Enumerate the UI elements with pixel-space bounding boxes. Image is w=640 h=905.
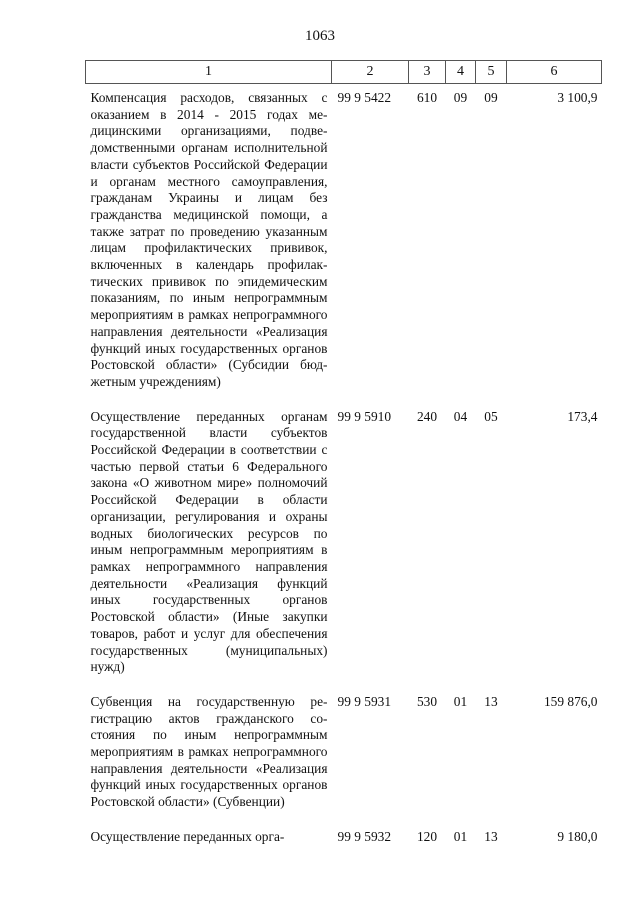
- header-col-1: 1: [86, 61, 332, 84]
- table-row: [86, 84, 602, 403]
- table-row: [86, 823, 602, 858]
- row-amount: 173,4: [567, 408, 598, 424]
- header-col-6: 6: [507, 61, 602, 84]
- row-expense-type: 610: [416, 90, 438, 105]
- row-target-code: 99 9 5422: [337, 90, 392, 105]
- row-description: Осуществление переданных орга-: [90, 828, 285, 844]
- row-section: 09: [453, 90, 468, 105]
- table-row: [86, 403, 602, 688]
- header-col-5: 5: [476, 61, 507, 84]
- row-subsection: 13: [484, 693, 498, 709]
- row-description: Субвенция на государственную регистрацию актов гражданского состояния по иным непрограммным мероприятиям в рамках непрограммного направления деятельности «Реализация функций иных государственных органов Ростовской области» (Субвенции): [90, 693, 328, 810]
- row-target-code: 99 9 5932: [337, 828, 392, 844]
- header-col-3: 3: [409, 61, 446, 84]
- row-amount: 9 180,0: [557, 828, 598, 844]
- row-description: Компенсация расходов, связанных с оказанием в 2014 - 2015 годах медицинскими организациями, подведомственными органам исполнительной власти субъектов Российской Федерации и органам местного самоуправления, гражданам Украины и лицам без гражданства медицинской помощи, а также затрат по проведению указанным лицам профилактических прививок, включенных в календарь профилактических прививок по эпидемическим показаниям, по иным непрограммным мероприятиям в рамках непрограммного направления деятельности «Реализация функций иных государственных органов Ростовской области» (Субсидии бюджетным учреждениям): [90, 90, 328, 389]
- page-number: 1063: [305, 28, 335, 44]
- budget-table: [85, 60, 602, 858]
- row-section: 01: [453, 693, 468, 709]
- table-body: [86, 84, 602, 858]
- table-row: [86, 688, 602, 823]
- row-expense-type: 120: [416, 828, 438, 844]
- row-amount: 3 100,9: [557, 90, 598, 105]
- row-expense-type: 530: [416, 693, 438, 709]
- row-subsection: 13: [484, 828, 498, 844]
- header-col-4: 4: [446, 61, 476, 84]
- header-row: [86, 61, 602, 84]
- row-subsection: 05: [484, 408, 498, 424]
- row-target-code: 99 9 5910: [337, 408, 392, 424]
- row-expense-type: 240: [416, 408, 438, 424]
- table-header: [86, 61, 602, 84]
- row-target-code: 99 9 5931: [337, 693, 392, 709]
- header-col-2: 2: [332, 61, 409, 84]
- row-amount: 159 876,0: [543, 693, 598, 709]
- row-description: Осуществление переданных органам государственной власти субъектов Российской Федерации в соответствии с частью первой статьи 6 Федерального закона «О животном мире» полномочий Российской Федерации в области организации, регулирования и охраны водных биологических ресурсов по иным непрограммным мероприятиям в рамках непрограммного направления деятельности «Реализация функций иных государственных органов Ростовской области» (Иные закупки товаров, работ и услуг для обеспечения государственных (муниципальных) нужд): [90, 408, 328, 675]
- row-subsection: 09: [484, 90, 498, 105]
- row-section: 01: [453, 828, 468, 844]
- row-section: 04: [453, 408, 468, 424]
